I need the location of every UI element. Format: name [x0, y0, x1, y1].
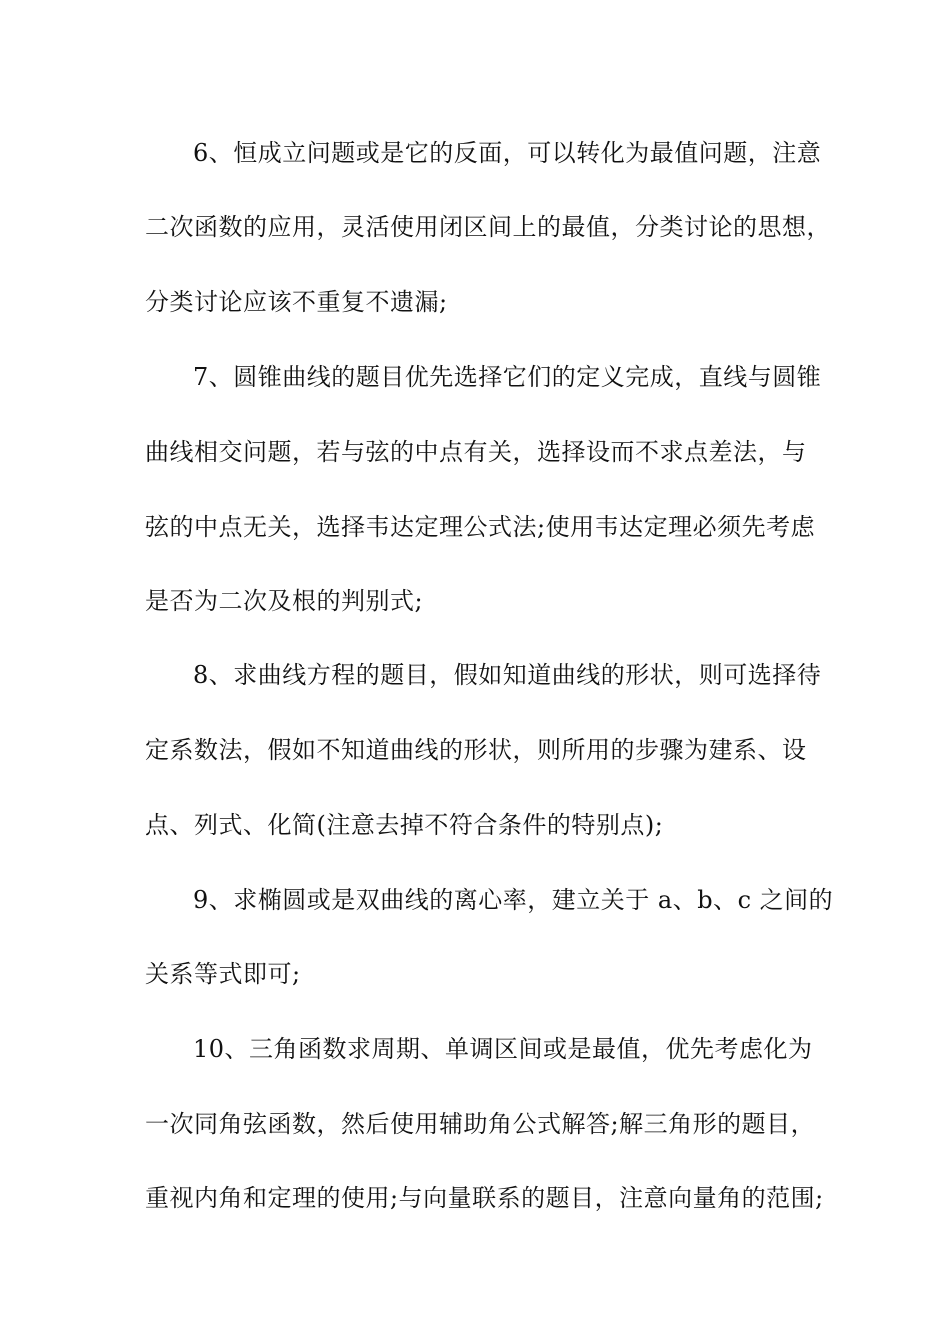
paragraph-6-line-2: 二次函数的应用，灵活使用闭区间上的最值，分类讨论的思想，: [145, 213, 831, 241]
paragraph-7-line-3: 弦的中点无关，选择韦达定理公式法;使用韦达定理必须先考虑: [145, 513, 816, 541]
paragraph-6-line-3: 分类讨论应该不重复不遗漏;: [145, 288, 448, 316]
paragraph-7-line-1: 7、圆锥曲线的题目优先选择它们的定义完成，直线与圆锥: [193, 363, 822, 391]
paragraph-9-line-2: 关系等式即可;: [145, 960, 301, 988]
paragraph-6-line-1: 6、恒成立问题或是它的反面，可以转化为最值问题，注意: [193, 139, 822, 167]
paragraph-10-line-2: 一次同角弦函数，然后使用辅助角公式解答;解三角形的题目，: [145, 1110, 816, 1138]
paragraph-7-line-2: 曲线相交问题，若与弦的中点有关，选择设而不求点差法，与: [145, 438, 807, 466]
paragraph-7-line-4: 是否为二次及根的判别式;: [145, 587, 424, 615]
paragraph-10-line-3: 重视内角和定理的使用;与向量联系的题目，注意向量角的范围;: [145, 1184, 824, 1212]
paragraph-10-line-1: 10、三角函数求周期、单调区间或是最值，优先考虑化为: [193, 1035, 813, 1063]
paragraph-9-line-1: 9、求椭圆或是双曲线的离心率，建立关于 a、b、c 之间的: [193, 886, 834, 914]
paragraph-8-line-1: 8、求曲线方程的题目，假如知道曲线的形状，则可选择待: [193, 661, 822, 689]
paragraph-8-line-2: 定系数法，假如不知道曲线的形状，则所用的步骤为建系、设: [145, 736, 807, 764]
paragraph-8-line-3: 点、列式、化简(注意去掉不符合条件的特别点);: [145, 811, 664, 839]
